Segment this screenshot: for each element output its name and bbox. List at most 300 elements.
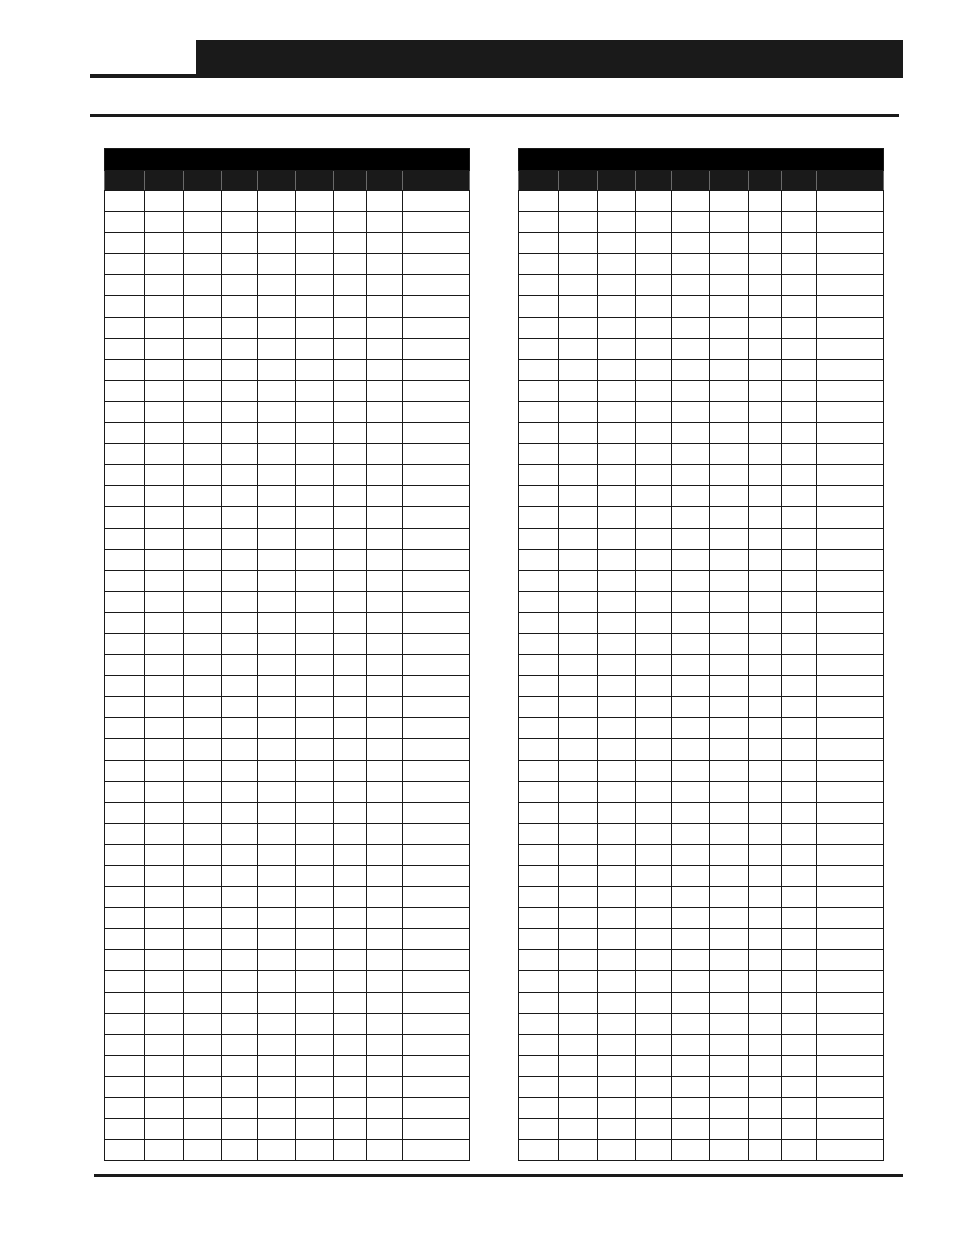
table-cell [295, 1076, 333, 1097]
table-cell [333, 191, 366, 212]
table-cell [816, 528, 883, 549]
table-cell [519, 908, 559, 929]
table-cell [295, 359, 333, 380]
table-cell [781, 212, 816, 233]
table-cell [710, 191, 748, 212]
table-cell [183, 929, 221, 950]
table-cell [183, 1140, 221, 1161]
table-cell [258, 676, 295, 697]
table-cell [333, 1098, 366, 1119]
table-cell [145, 317, 183, 338]
table-cell [258, 760, 295, 781]
table-cell [258, 380, 295, 401]
table-cell [221, 802, 257, 823]
right-table-title [519, 149, 884, 171]
table-cell [295, 992, 333, 1013]
table-cell [636, 444, 672, 465]
table-cell [105, 992, 145, 1013]
table-cell [519, 465, 559, 486]
table-cell [559, 486, 598, 507]
table-cell [295, 338, 333, 359]
table-cell [636, 275, 672, 296]
table-cell [781, 423, 816, 444]
table-cell [598, 655, 636, 676]
table-cell [598, 338, 636, 359]
right-table-column-header [816, 171, 883, 191]
table-cell [258, 1055, 295, 1076]
table-cell [258, 655, 295, 676]
table-row [105, 739, 470, 760]
table-cell [672, 739, 710, 760]
table-cell [710, 781, 748, 802]
table-cell [183, 233, 221, 254]
table-cell [559, 612, 598, 633]
table-cell [710, 423, 748, 444]
left-table-header-row [105, 171, 470, 191]
table-cell [519, 1076, 559, 1097]
right-data-table [518, 148, 884, 1161]
table-cell [598, 1140, 636, 1161]
table-cell [598, 844, 636, 865]
table-row [519, 380, 884, 401]
table-cell [598, 823, 636, 844]
left-table-column-header [221, 171, 257, 191]
table-row [519, 823, 884, 844]
table-cell [748, 1076, 781, 1097]
right-table-column-header [636, 171, 672, 191]
table-cell [295, 465, 333, 486]
table-cell [636, 781, 672, 802]
table-cell [816, 1034, 883, 1055]
table-cell [145, 718, 183, 739]
table-cell [295, 633, 333, 654]
table-cell [710, 1119, 748, 1140]
table-cell [145, 423, 183, 444]
table-row [105, 612, 470, 633]
left-table-grid [104, 148, 470, 1161]
table-cell [105, 676, 145, 697]
table-row [105, 507, 470, 528]
table-cell [781, 950, 816, 971]
table-cell [636, 423, 672, 444]
table-cell [598, 570, 636, 591]
table-cell [559, 1055, 598, 1076]
table-cell [367, 317, 403, 338]
table-cell [403, 929, 470, 950]
table-cell [145, 191, 183, 212]
table-cell [710, 570, 748, 591]
table-cell [636, 718, 672, 739]
table-row [105, 1076, 470, 1097]
table-row [105, 359, 470, 380]
table-cell [258, 317, 295, 338]
table-cell [295, 908, 333, 929]
table-cell [710, 950, 748, 971]
table-cell [781, 655, 816, 676]
table-cell [672, 1055, 710, 1076]
table-cell [748, 802, 781, 823]
table-cell [559, 929, 598, 950]
table-cell [295, 1098, 333, 1119]
table-cell [559, 465, 598, 486]
table-cell [559, 275, 598, 296]
table-cell [816, 1140, 883, 1161]
table-cell [559, 887, 598, 908]
table-cell [183, 1076, 221, 1097]
table-cell [781, 1140, 816, 1161]
table-cell [258, 486, 295, 507]
table-cell [105, 528, 145, 549]
table-row [519, 655, 884, 676]
table-cell [145, 275, 183, 296]
table-cell [333, 1013, 366, 1034]
table-cell [145, 465, 183, 486]
table-cell [221, 781, 257, 802]
table-cell [221, 929, 257, 950]
table-cell [559, 380, 598, 401]
table-cell [748, 254, 781, 275]
table-cell [145, 697, 183, 718]
table-cell [672, 633, 710, 654]
table-cell [367, 423, 403, 444]
table-cell [710, 317, 748, 338]
table-row [105, 465, 470, 486]
right-table-body [519, 191, 884, 1161]
table-cell [519, 655, 559, 676]
page-header-bar [196, 40, 903, 78]
right-table-column-header [748, 171, 781, 191]
table-cell [367, 444, 403, 465]
table-cell [672, 444, 710, 465]
table-cell [105, 844, 145, 865]
table-cell [748, 338, 781, 359]
table-cell [183, 908, 221, 929]
table-row [519, 1013, 884, 1034]
table-cell [403, 866, 470, 887]
table-cell [295, 1140, 333, 1161]
table-cell [258, 718, 295, 739]
table-cell [672, 507, 710, 528]
table-cell [748, 887, 781, 908]
table-cell [598, 317, 636, 338]
table-cell [816, 1098, 883, 1119]
table-cell [519, 233, 559, 254]
table-cell [519, 1119, 559, 1140]
table-cell [519, 317, 559, 338]
table-cell [519, 549, 559, 570]
table-cell [710, 233, 748, 254]
table-cell [333, 338, 366, 359]
table-cell [367, 823, 403, 844]
table-row [519, 549, 884, 570]
table-cell [183, 1119, 221, 1140]
table-cell [403, 718, 470, 739]
table-row [519, 1076, 884, 1097]
table-cell [519, 423, 559, 444]
table-cell [598, 760, 636, 781]
table-cell [105, 591, 145, 612]
table-cell [183, 887, 221, 908]
table-cell [672, 423, 710, 444]
table-cell [748, 1013, 781, 1034]
table-cell [710, 486, 748, 507]
table-cell [672, 380, 710, 401]
table-cell [145, 528, 183, 549]
table-cell [333, 908, 366, 929]
table-cell [559, 401, 598, 422]
left-table-column-header [258, 171, 295, 191]
table-cell [598, 929, 636, 950]
table-cell [105, 191, 145, 212]
table-cell [183, 528, 221, 549]
table-cell [519, 507, 559, 528]
table-cell [816, 929, 883, 950]
table-cell [519, 486, 559, 507]
table-cell [145, 760, 183, 781]
table-cell [519, 950, 559, 971]
table-cell [403, 802, 470, 823]
table-cell [710, 359, 748, 380]
table-cell [333, 866, 366, 887]
table-cell [636, 528, 672, 549]
table-cell [295, 212, 333, 233]
table-cell [598, 718, 636, 739]
table-cell [221, 655, 257, 676]
table-cell [559, 528, 598, 549]
table-cell [816, 233, 883, 254]
table-cell [183, 465, 221, 486]
table-cell [748, 296, 781, 317]
footer-rule [94, 1174, 903, 1177]
table-cell [559, 444, 598, 465]
table-cell [367, 929, 403, 950]
table-cell [105, 781, 145, 802]
table-cell [748, 739, 781, 760]
table-row [519, 971, 884, 992]
table-row [105, 760, 470, 781]
table-cell [105, 507, 145, 528]
table-cell [183, 676, 221, 697]
table-row [105, 528, 470, 549]
header-divider-rule [90, 114, 899, 117]
table-cell [781, 591, 816, 612]
table-cell [816, 507, 883, 528]
table-cell [145, 992, 183, 1013]
table-cell [403, 697, 470, 718]
table-cell [258, 971, 295, 992]
table-cell [105, 296, 145, 317]
table-cell [183, 191, 221, 212]
table-cell [333, 486, 366, 507]
table-row [105, 444, 470, 465]
table-row [105, 1140, 470, 1161]
table-cell [295, 549, 333, 570]
table-cell [710, 929, 748, 950]
table-cell [258, 823, 295, 844]
table-cell [816, 275, 883, 296]
table-cell [598, 908, 636, 929]
table-cell [221, 359, 257, 380]
table-cell [333, 212, 366, 233]
table-cell [258, 359, 295, 380]
table-cell [221, 633, 257, 654]
table-cell [145, 486, 183, 507]
table-cell [636, 844, 672, 865]
table-cell [598, 465, 636, 486]
table-cell [672, 465, 710, 486]
table-cell [183, 401, 221, 422]
table-cell [672, 212, 710, 233]
table-cell [367, 739, 403, 760]
table-row [105, 929, 470, 950]
table-cell [781, 528, 816, 549]
table-cell [816, 844, 883, 865]
table-row [519, 929, 884, 950]
table-cell [333, 802, 366, 823]
table-cell [145, 591, 183, 612]
table-cell [145, 676, 183, 697]
table-cell [636, 465, 672, 486]
table-cell [221, 739, 257, 760]
table-cell [183, 697, 221, 718]
table-cell [403, 486, 470, 507]
table-cell [816, 866, 883, 887]
table-cell [636, 1098, 672, 1119]
table-cell [816, 191, 883, 212]
table-cell [367, 275, 403, 296]
table-cell [183, 570, 221, 591]
table-cell [258, 1034, 295, 1055]
table-cell [559, 760, 598, 781]
table-cell [636, 633, 672, 654]
table-cell [258, 423, 295, 444]
table-cell [672, 802, 710, 823]
table-cell [258, 296, 295, 317]
table-cell [221, 887, 257, 908]
table-cell [105, 655, 145, 676]
table-cell [710, 866, 748, 887]
table-cell [748, 781, 781, 802]
table-cell [672, 1013, 710, 1034]
table-cell [145, 866, 183, 887]
table-cell [636, 655, 672, 676]
table-cell [258, 275, 295, 296]
table-cell [598, 633, 636, 654]
table-cell [403, 591, 470, 612]
table-cell [145, 1098, 183, 1119]
table-row [105, 655, 470, 676]
table-cell [105, 971, 145, 992]
table-cell [519, 212, 559, 233]
table-cell [367, 1055, 403, 1076]
table-cell [367, 528, 403, 549]
left-table-title [105, 149, 470, 171]
table-cell [183, 296, 221, 317]
table-cell [519, 992, 559, 1013]
table-cell [636, 929, 672, 950]
table-row [519, 739, 884, 760]
table-cell [333, 781, 366, 802]
table-cell [519, 1140, 559, 1161]
table-cell [816, 254, 883, 275]
table-cell [559, 971, 598, 992]
table-row [519, 465, 884, 486]
table-cell [403, 359, 470, 380]
table-row [519, 887, 884, 908]
table-cell [105, 549, 145, 570]
table-cell [221, 486, 257, 507]
table-row [519, 633, 884, 654]
table-cell [672, 992, 710, 1013]
table-cell [636, 254, 672, 275]
table-cell [258, 929, 295, 950]
table-cell [367, 1119, 403, 1140]
table-cell [748, 612, 781, 633]
table-cell [183, 212, 221, 233]
table-cell [403, 887, 470, 908]
table-cell [105, 697, 145, 718]
table-cell [403, 1119, 470, 1140]
table-cell [519, 802, 559, 823]
table-cell [781, 296, 816, 317]
table-cell [333, 718, 366, 739]
table-cell [519, 275, 559, 296]
table-cell [258, 233, 295, 254]
table-cell [748, 971, 781, 992]
table-cell [672, 971, 710, 992]
table-cell [636, 866, 672, 887]
table-cell [367, 781, 403, 802]
table-cell [781, 444, 816, 465]
table-cell [258, 844, 295, 865]
table-cell [816, 739, 883, 760]
table-row [519, 486, 884, 507]
table-cell [333, 1076, 366, 1097]
table-cell [781, 465, 816, 486]
table-cell [295, 423, 333, 444]
table-row [519, 612, 884, 633]
table-cell [221, 1055, 257, 1076]
table-cell [559, 1013, 598, 1034]
table-cell [672, 844, 710, 865]
table-cell [258, 992, 295, 1013]
table-cell [559, 866, 598, 887]
table-row [105, 992, 470, 1013]
table-cell [748, 697, 781, 718]
table-cell [295, 887, 333, 908]
table-row [519, 507, 884, 528]
table-cell [105, 1034, 145, 1055]
table-cell [672, 887, 710, 908]
table-cell [781, 992, 816, 1013]
table-cell [403, 1098, 470, 1119]
table-cell [710, 655, 748, 676]
table-cell [258, 739, 295, 760]
table-cell [333, 275, 366, 296]
table-cell [295, 591, 333, 612]
table-cell [367, 718, 403, 739]
table-cell [403, 612, 470, 633]
table-cell [710, 444, 748, 465]
table-cell [519, 1098, 559, 1119]
table-cell [636, 317, 672, 338]
table-cell [672, 1098, 710, 1119]
table-cell [816, 1076, 883, 1097]
table-cell [748, 380, 781, 401]
table-cell [672, 549, 710, 570]
table-cell [221, 1076, 257, 1097]
table-cell [598, 612, 636, 633]
